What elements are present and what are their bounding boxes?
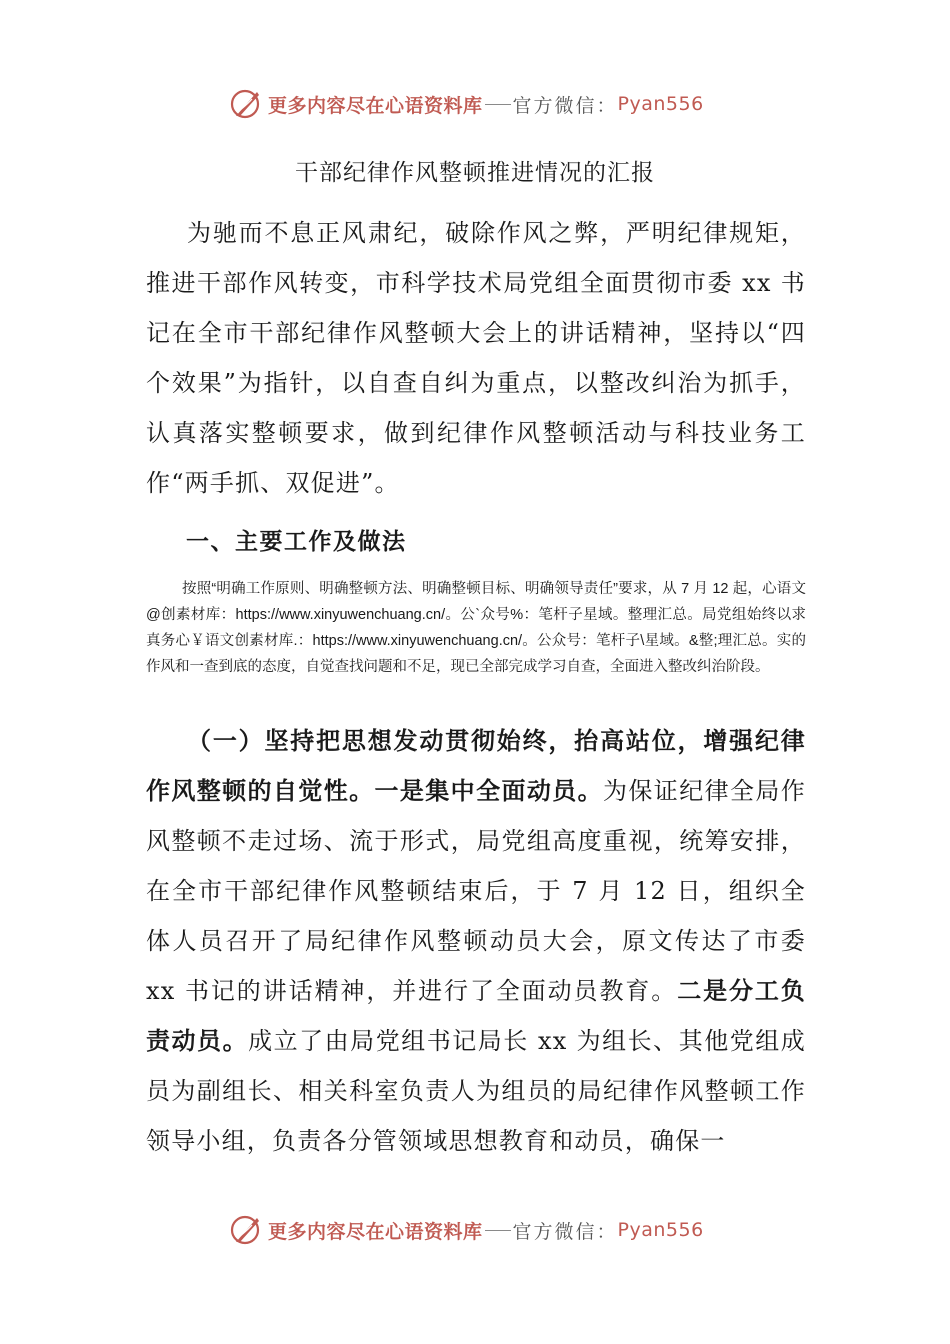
document-title: 干部纪律作风整顿推进情况的汇报 [295, 160, 655, 186]
banner-wechat-id: Pyan556 [617, 1219, 704, 1241]
quill-pen-circle-logo [228, 86, 264, 122]
small-print-paragraph: 按照“明确工作原则、明确整顿方法、明确整顿目标、明确领导责任”要求，从 7 月 12 起，心语文@创素材库：https://www.xinyuwenchuang.cn/。公`众号%：笔杆子星域。整理汇总。局党组始终以求真务心￥语文创素材库.：https://www.xinyuwenchuang.cn/。公众号：笔杆子\星域。&整;理汇总。实的作风和一查到底的态度，自觉查找问题和不足，现已全部完成学习自查，全面进入整改纠治阶段。 [146, 581, 806, 675]
point-one-title: 一是集中全面动员。 [374, 777, 604, 805]
point-two-text: 成立了由局党组书记局长 xx 为组长、其他党组成员为副组长、相关科室负责人为组员的局纪律作风整顿工作领导小组，负责各分管领域思想教育和动员，确保一 [146, 1027, 806, 1155]
banner-slogan: 更多内容尽在心语资料库 [268, 94, 483, 117]
subsection-paragraph [146, 716, 806, 1166]
point-two-title: 二是分工负责动员。 [146, 977, 807, 1055]
footer-banner [228, 1210, 704, 1250]
banner-divider [485, 104, 511, 105]
subsection-title: （一）坚持把思想发动贯彻始终，抬高站位，增强纪律作风整顿的自觉性。 [146, 727, 806, 805]
banner-slogan: 更多内容尽在心语资料库 [268, 1220, 483, 1243]
banner-official-label: 官方微信： [512, 1220, 618, 1243]
point-one-text: 为保证纪律全局作风整顿不走过场、流于形式，局党组高度重视，统筹安排，在全市干部纪律作风整顿结束后，于 7 月 12 日，组织全体人员召开了局纪律作风整顿动员大会，原文传达了市委 xx 书记的讲话精神，并进行了全面动员教育。 [146, 777, 806, 1005]
banner-wechat-id: Pyan556 [617, 93, 704, 115]
banner-official-label: 官方微信： [512, 94, 618, 117]
header-banner [228, 84, 704, 124]
section-heading: 一、主要工作及做法 [186, 529, 407, 555]
intro-paragraph: 为驰而不息正风肃纪，破除作风之弊，严明纪律规矩，推进干部作风转变，市科学技术局党组全面贯彻市委 xx 书记在全市干部纪律作风整顿大会上的讲话精神，坚持以“四个效果”为指针，以自查自纠为重点，以整改纠治为抓手，认真落实整顿要求，做到纪律作风整顿活动与科技业务工作“两手抓、双促进”。 [146, 219, 806, 497]
banner-divider [485, 1230, 511, 1231]
quill-pen-circle-logo [228, 1212, 264, 1248]
